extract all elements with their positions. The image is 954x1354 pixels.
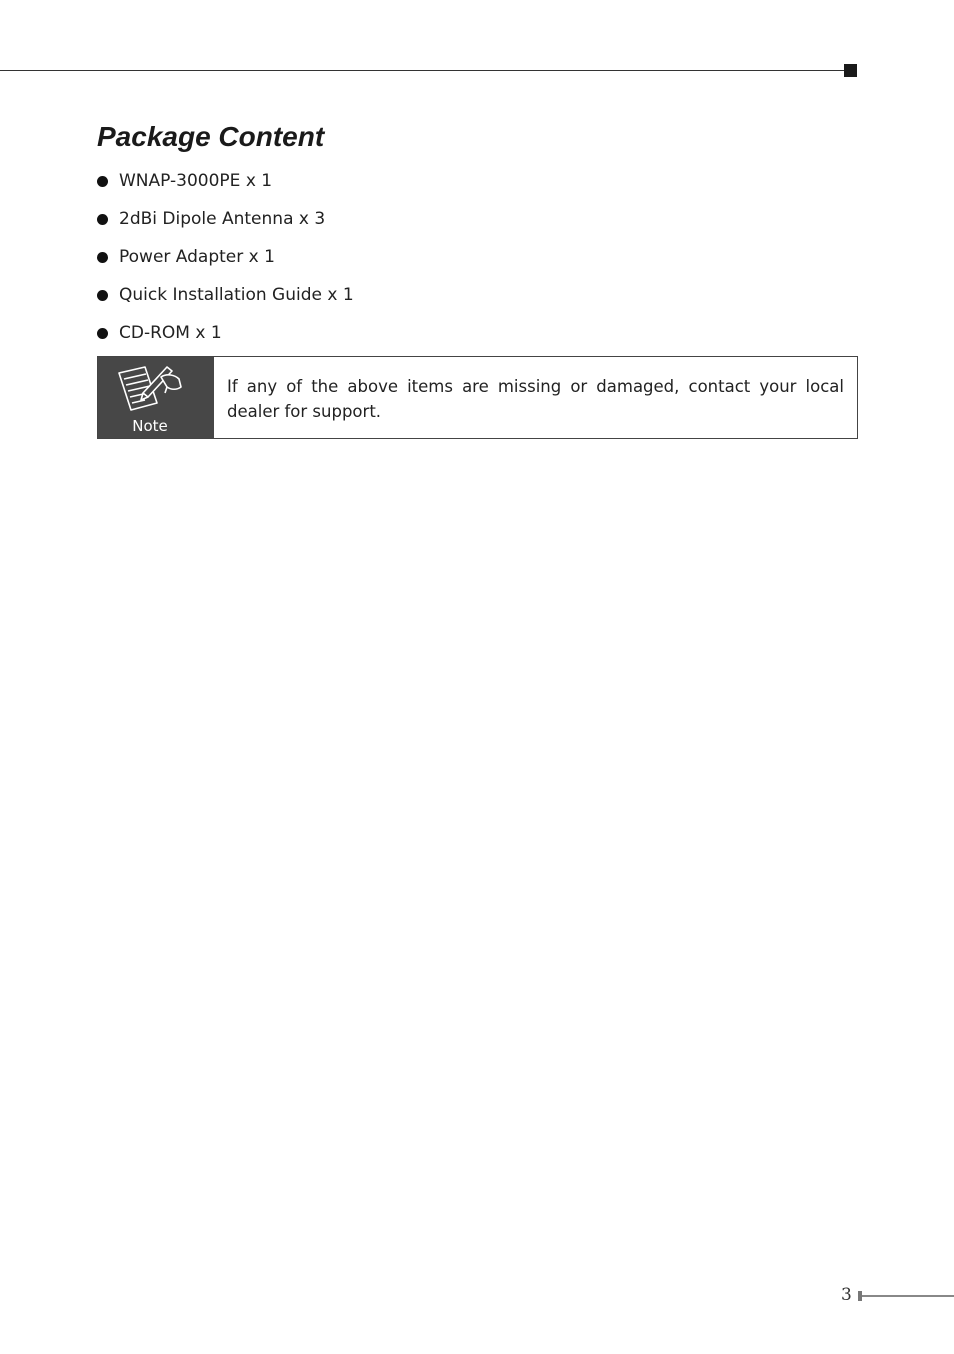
page-title: Package Content xyxy=(97,121,325,152)
bullet-icon xyxy=(97,252,108,263)
package-content-list xyxy=(97,168,354,358)
bullet-icon xyxy=(97,290,108,301)
footer-rule xyxy=(862,1295,954,1297)
bullet-icon xyxy=(97,328,108,339)
header-square-marker xyxy=(844,64,857,77)
list-item xyxy=(97,206,354,244)
bullet-icon xyxy=(97,176,108,187)
note-label: Note xyxy=(132,417,168,435)
list-item xyxy=(97,168,354,206)
list-item xyxy=(97,244,354,282)
header-rule xyxy=(0,70,850,71)
list-item xyxy=(97,320,354,358)
note-box xyxy=(97,356,858,439)
note-sidebar xyxy=(98,357,214,438)
list-item xyxy=(97,282,354,320)
list-item-label: WNAP-3000PE x 1 xyxy=(119,171,273,191)
note-text: If any of the above items are missing or damaged, contact your local dealer for support. xyxy=(227,377,844,421)
bullet-icon xyxy=(97,214,108,225)
list-item-label: Power Adapter x 1 xyxy=(119,247,275,267)
note-pencil-icon xyxy=(115,363,185,415)
page-number: 3 xyxy=(841,1285,852,1305)
list-item-label: CD-ROM x 1 xyxy=(119,323,222,343)
list-item-label: Quick Installation Guide x 1 xyxy=(119,285,354,305)
list-item-label: 2dBi Dipole Antenna x 3 xyxy=(119,209,326,229)
